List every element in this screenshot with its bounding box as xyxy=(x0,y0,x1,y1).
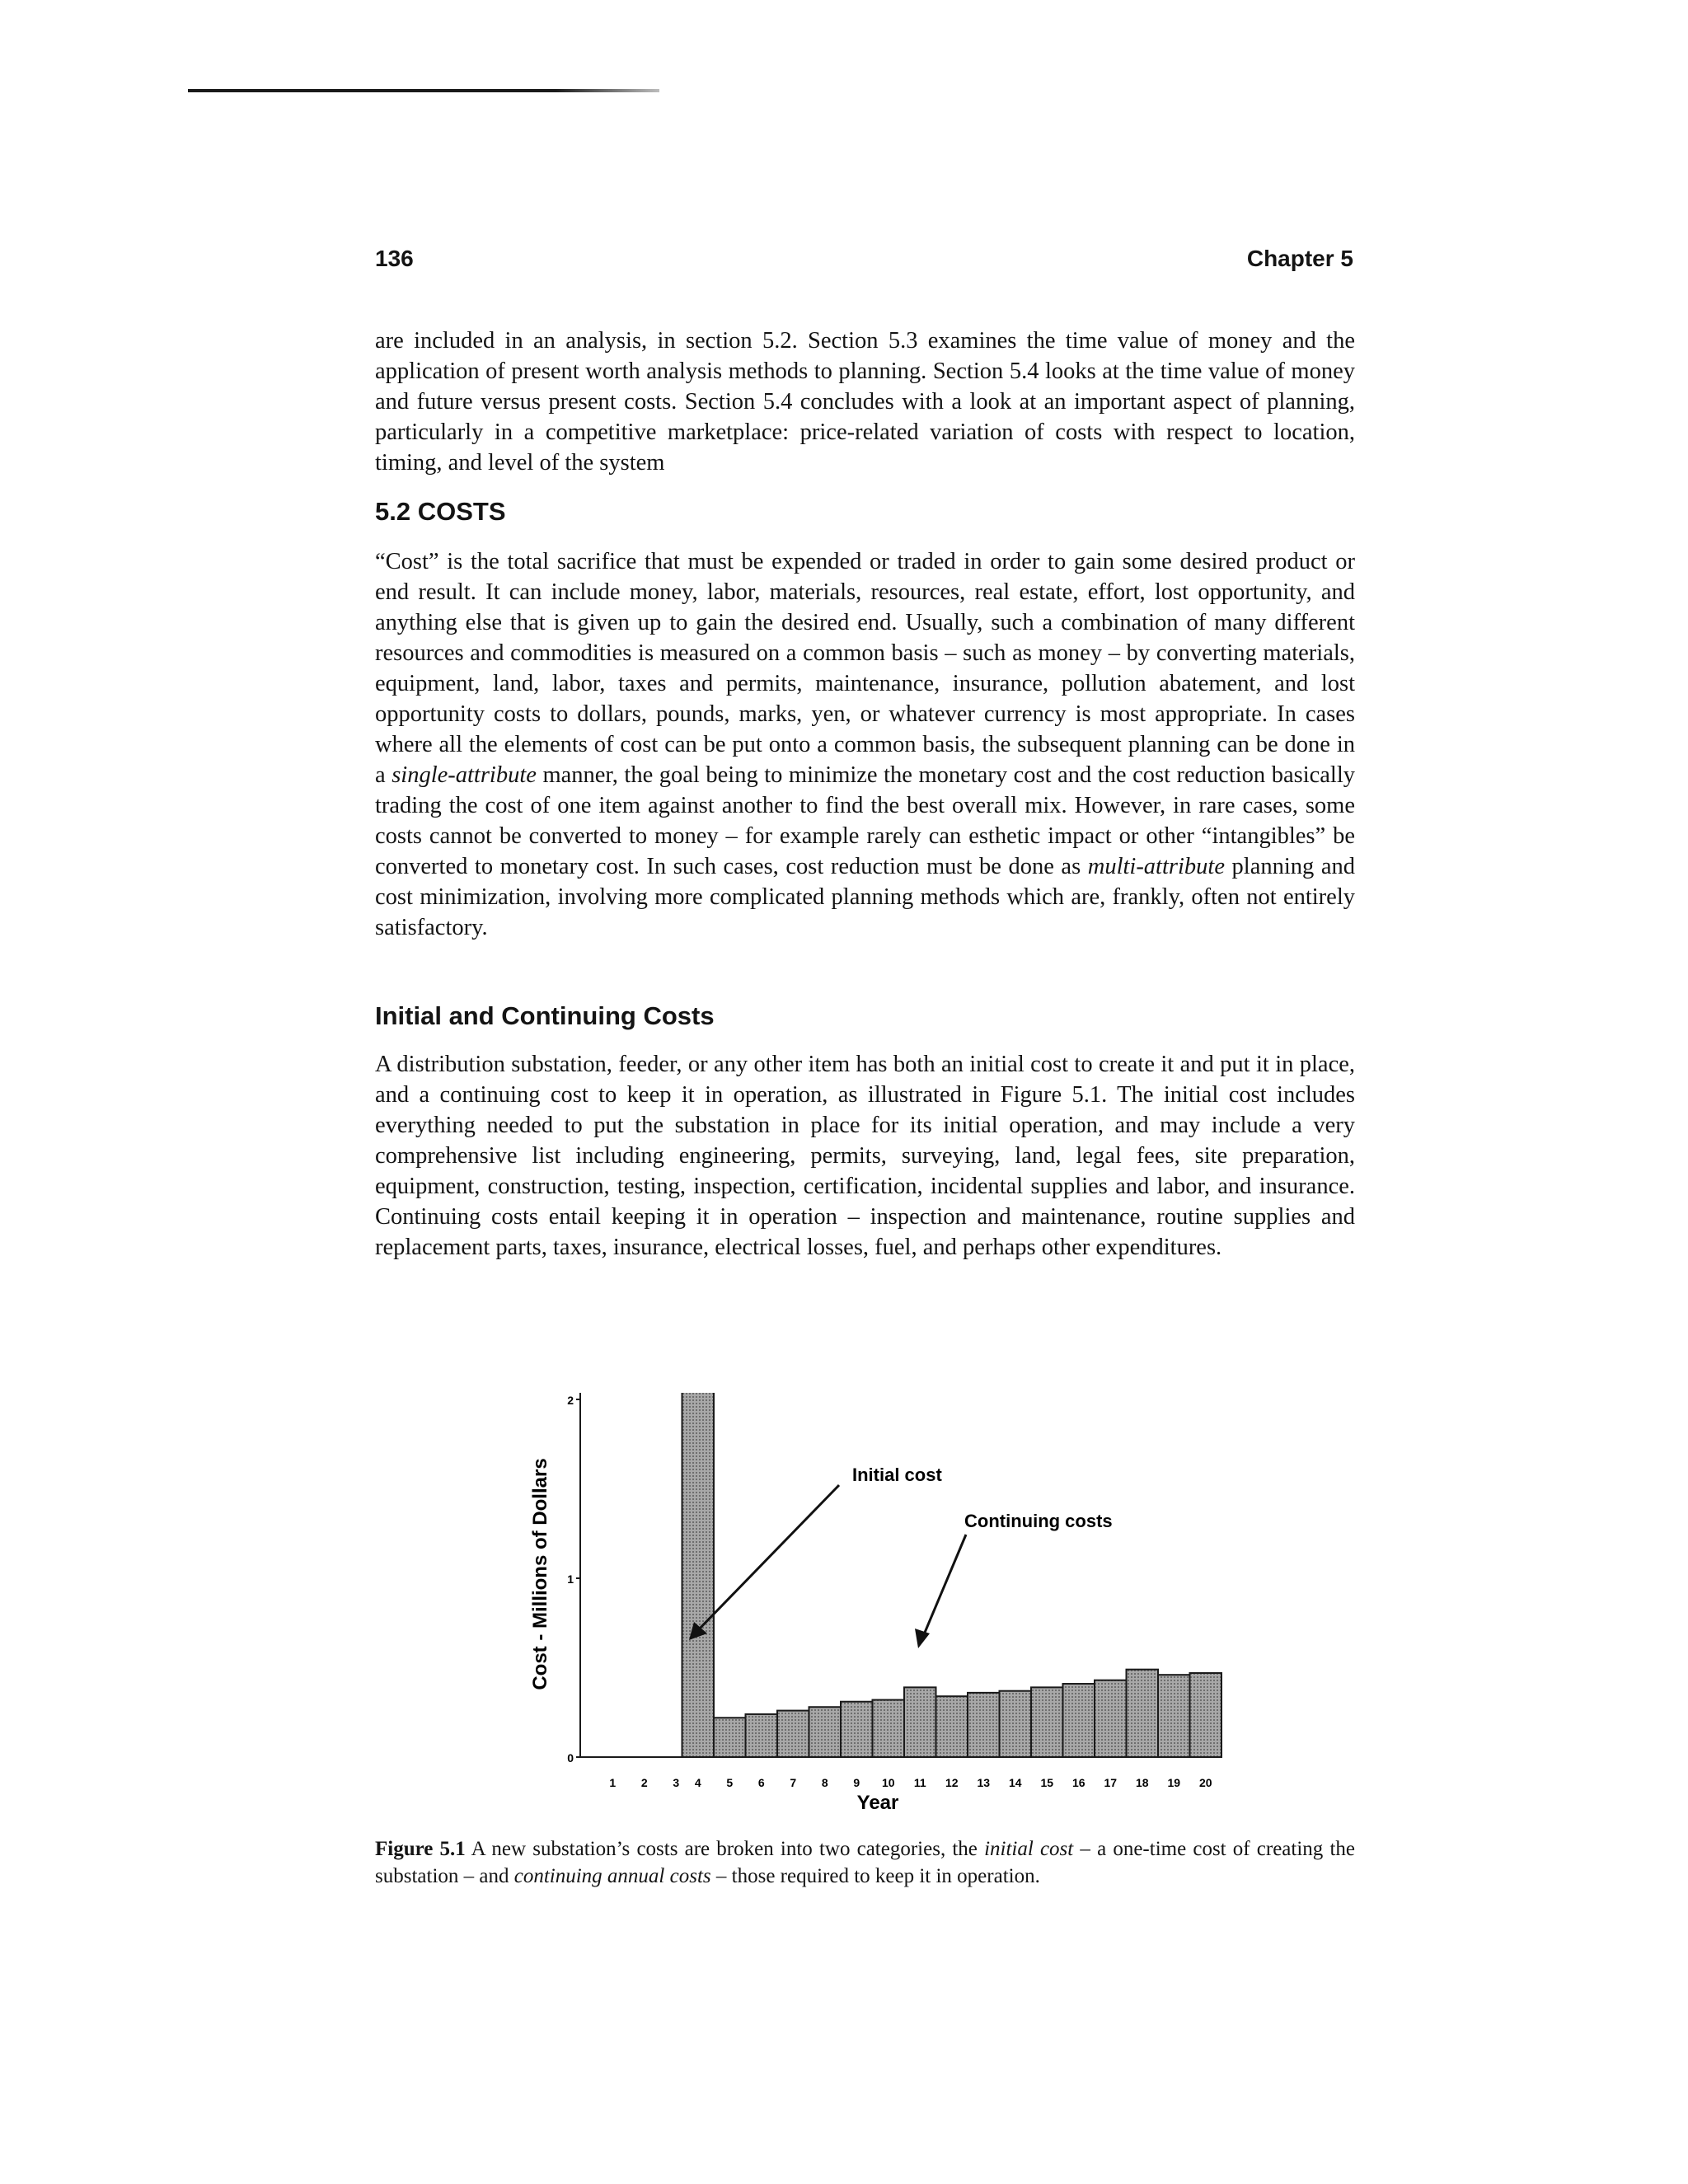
x-tick-label: 19 xyxy=(1167,1776,1181,1789)
bar-year-9 xyxy=(841,1702,873,1757)
x-tick-label: 2 xyxy=(640,1776,648,1789)
annotation-continuing-costs-arrowhead xyxy=(915,1629,930,1648)
y-axis-label: Cost - Millions of Dollars xyxy=(529,1458,551,1690)
annotation-initial-cost-arrow-line xyxy=(696,1485,839,1632)
caption-text-1: A new substation’s costs are broken into two categories, the xyxy=(465,1838,985,1860)
x-tick-label: 5 xyxy=(726,1776,734,1789)
bar-year-18 xyxy=(1127,1670,1159,1757)
chapter-label: Chapter 5 xyxy=(1246,246,1353,271)
y-tick-label: 2 xyxy=(567,1394,574,1407)
section-body xyxy=(375,546,1355,943)
section-heading: 5.2 COSTS xyxy=(375,497,506,526)
intro-block xyxy=(375,326,1355,478)
y-tick-label: 0 xyxy=(567,1751,574,1765)
caption-text-2: – a one-time cost of creating the substation – and xyxy=(375,1838,1355,1887)
section-text-1: “Cost” is the total sacrifice that must be expended or traded in order to gain some desired product or end result. It can include money, labor, materials, resources, real estate, effort, lost opportunity, and anything else that is given up to gain the desired end. Usually, such a combination of many different resources and commodities is measured on a common basis – such as money – by converting materials, equipment, land, labor, taxes and permits, maintenance, insurance, pollution abatement, and lost opportunity costs to dollars, pounds, marks, yen, or whatever currency is most appropriate. In cases where all the elements of cost can be put onto a common basis, the subsequent planning can be done in a xyxy=(375,549,1355,788)
section-text-3: planning and cost minimization, involving more complicated planning methods which are, frankly, often not entirely satisfactory. xyxy=(375,854,1355,940)
chart-annotations xyxy=(689,1465,1113,1648)
subsection-heading-block xyxy=(375,1001,1355,1031)
x-tick-label: 14 xyxy=(1008,1776,1022,1789)
x-tick-label: 6 xyxy=(757,1776,765,1789)
subsection-paragraph: A distribution substation, feeder, or any other item has both an initial cost to create it and put it in place, and a continuing cost to keep it in operation, as illustrated in Figure 5.1. The initial cost includes everything needed to put the substation in place for its initial operation, and may include a very comprehensive list including engineering, permits, surveying, land, legal fees, site preparation, equipment, construction, testing, inspection, certification, incidental supplies and labor, and insurance. Continuing costs entail keeping it in operation – inspection and maintenance, routine supplies and replacement parts, taxes, insurance, electrical losses, fuel, and perhaps other expenditures. xyxy=(375,1052,1355,1260)
figure-chart xyxy=(495,1393,1236,1821)
bar-year-4 xyxy=(682,1393,715,1757)
bar-year-12 xyxy=(936,1696,968,1757)
subsection-heading: Initial and Continuing Costs xyxy=(375,1001,715,1030)
x-tick-label: 9 xyxy=(853,1776,860,1789)
x-tick-label: 1 xyxy=(609,1776,617,1789)
x-tick-label: 12 xyxy=(945,1776,959,1789)
bar-year-7 xyxy=(777,1711,809,1757)
x-tick-label: 18 xyxy=(1135,1776,1149,1789)
figure-caption xyxy=(375,1835,1355,1890)
caption-emphasis-continuing-costs: continuing annual costs xyxy=(513,1865,711,1887)
bar-year-5 xyxy=(714,1718,746,1757)
caption-text-3: – those required to keep it in operation. xyxy=(710,1865,1040,1887)
bar-year-8 xyxy=(809,1707,842,1757)
x-tick-label: 13 xyxy=(977,1776,991,1789)
bar-year-19 xyxy=(1158,1675,1190,1757)
annotation-initial-cost: Initial cost xyxy=(852,1465,942,1485)
section-paragraph xyxy=(375,546,1355,943)
bar-year-20 xyxy=(1190,1673,1222,1757)
x-tick-label: 16 xyxy=(1071,1776,1085,1789)
x-tick-label: 4 xyxy=(694,1776,701,1789)
bar-year-13 xyxy=(968,1693,1000,1757)
bar-year-17 xyxy=(1095,1680,1127,1757)
section-emphasis-multi-attribute: multi-attribute xyxy=(1087,854,1225,879)
x-axis-label: Year xyxy=(856,1792,899,1814)
bar-year-6 xyxy=(746,1714,778,1757)
figure-label: Figure 5.1 xyxy=(375,1838,466,1860)
x-tick-label: 10 xyxy=(881,1776,895,1789)
x-tick-label: 7 xyxy=(790,1776,797,1789)
x-tick-label: 8 xyxy=(821,1776,828,1789)
annotation-continuing-costs: Continuing costs xyxy=(964,1511,1113,1531)
x-tick-label: 17 xyxy=(1104,1776,1118,1789)
bar-year-16 xyxy=(1063,1684,1095,1757)
section-emphasis-single-attribute: single-attribute xyxy=(392,762,537,788)
section-text-2: manner, the goal being to minimize the monetary cost and the cost reduction basically trading the cost of one item against another to find the best overall mix. However, in rare cases, some costs cannot be converted to money – for example rarely can esthetic impact or other “intangibles” be converted to monetary cost. In such cases, cost reduction must be done as xyxy=(375,762,1355,879)
annotation-continuing-costs-arrow-line xyxy=(922,1535,966,1638)
caption-emphasis-initial-cost: initial cost xyxy=(984,1838,1074,1860)
intro-paragraph: are included in an analysis, in section 5.2. Section 5.3 examines the time value of money and the application of present worth analysis methods to planning. Section 5.4 looks at the time value of money and future versus present costs. Section 5.4 concludes with a look at an important aspect of planning, particularly in a competitive marketplace: price-related variation of costs with respect to location, timing, and level of the system xyxy=(375,328,1355,476)
bar-year-10 xyxy=(873,1700,905,1757)
page-number: 136 xyxy=(375,246,414,271)
section-heading-block xyxy=(375,497,1355,527)
chart-bars xyxy=(682,1393,1222,1757)
bar-year-15 xyxy=(1031,1687,1063,1757)
x-tick-label: 20 xyxy=(1198,1776,1212,1789)
x-tick-label: 11 xyxy=(913,1776,926,1789)
x-tick-label: 15 xyxy=(1040,1776,1054,1789)
subsection-body xyxy=(375,1049,1355,1263)
x-tick-label: 3 xyxy=(673,1776,680,1789)
y-tick-label: 1 xyxy=(567,1572,574,1586)
bar-year-11 xyxy=(904,1687,936,1757)
bar-year-14 xyxy=(1000,1691,1032,1757)
top-rule xyxy=(188,89,659,92)
